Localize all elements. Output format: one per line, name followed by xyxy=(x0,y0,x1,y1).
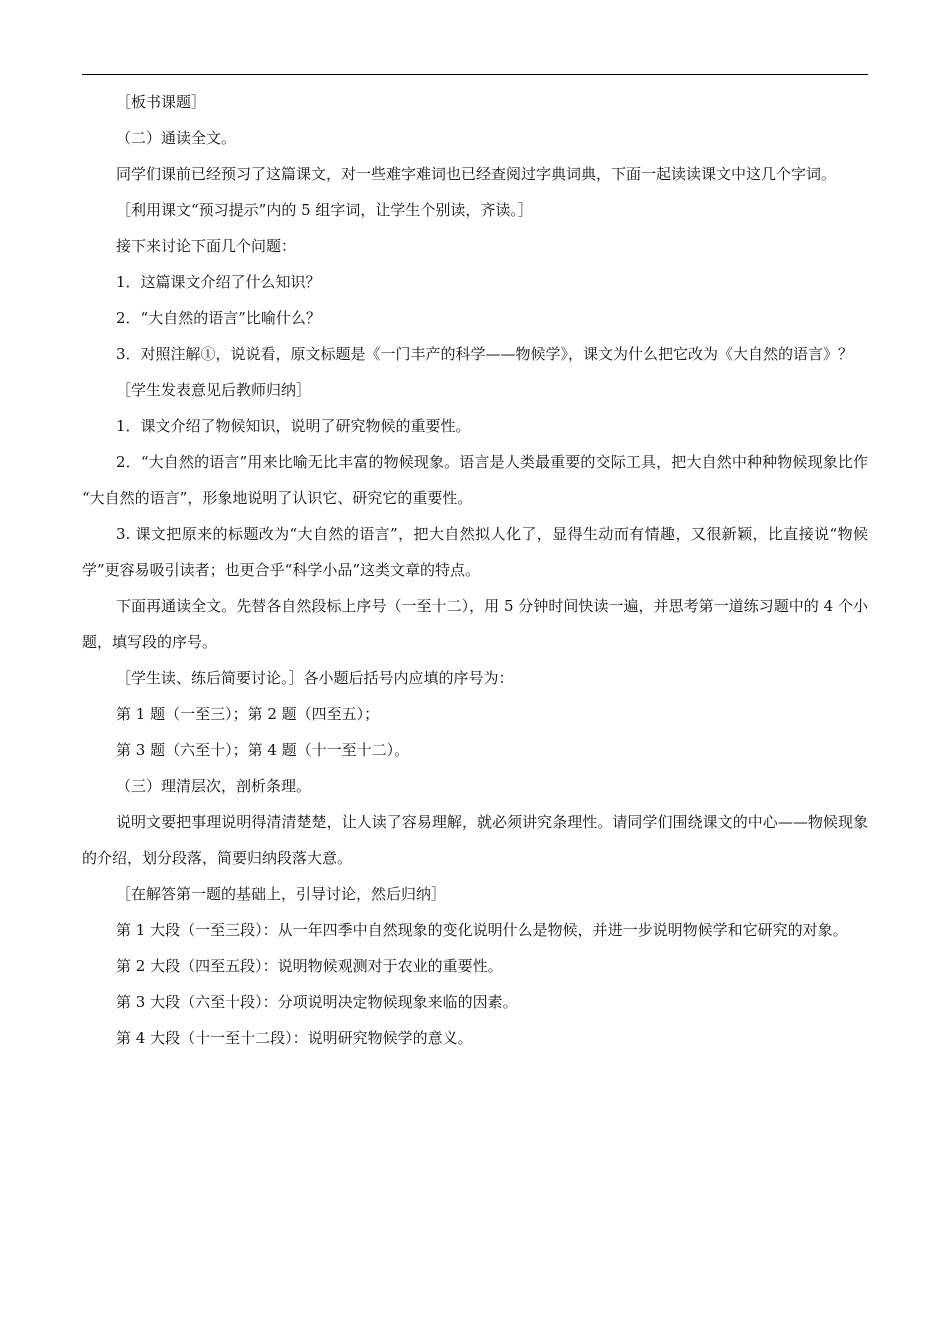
header-rule xyxy=(82,74,868,75)
paragraph: 2．“大自然的语言”用来比喻无比丰富的物候现象。语言是人类最重要的交际工具，把大自然中种种物候现象比作 “大自然的语言”，形象地说明了认识它、研究它的重要性。 xyxy=(82,453,868,507)
paragraph: ［利用课文“预习提示”内的 5 组字词，让学生个别读，齐读。］ xyxy=(116,201,533,219)
paragraph: 下面再通读全文。先替各自然段标上序号（一至十二），用 5 分钟时间快读一遍，并思考第一道练习题中的 4 个小题，填写段的序号。 xyxy=(82,597,868,651)
paragraph: ［在解答第一题的基础上，引导讨论，然后归纳］ xyxy=(116,885,447,903)
paragraph: ［学生发表意见后教师归纳］ xyxy=(116,381,312,399)
paragraph: 2．“大自然的语言”比喻什么？ xyxy=(116,309,321,327)
paragraph: 3．对照注解①，说说看，原文标题是《一门丰产的科学——物候学》，课文为什么把它改为《大自然的语言》？ xyxy=(116,345,854,363)
paragraph: （三）理清层次，剖析条理。 xyxy=(116,777,312,795)
paragraph: 1．课文介绍了物候知识，说明了研究物候的重要性。 xyxy=(116,417,471,435)
paragraph: （二）通读全文。 xyxy=(116,129,237,147)
paragraph: ［板书课题］ xyxy=(116,93,207,111)
paragraph: 第 1 题（一至三）；第 2 题（四至五）； xyxy=(116,705,380,723)
paragraph: ［学生读、练后简要讨论。］各小题后括号内应填的序号为： xyxy=(116,669,514,687)
paragraph: 第 3 大段（六至十段）：分项说明决定物候现象来临的因素。 xyxy=(116,993,518,1011)
paragraph: 第 3 题（六至十）；第 4 题（十一至十二）。 xyxy=(116,741,410,759)
paragraph: 说明文要把事理说明得清清楚楚，让人读了容易理解，就必须讲究条理性。请同学们围绕课文的中心——物候现象的介绍，划分段落，简要归纳段落大意。 xyxy=(82,813,868,867)
document-body xyxy=(82,84,868,1056)
paragraph: 第 2 大段（四至五段）：说明物候观测对于农业的重要性。 xyxy=(116,957,503,975)
paragraph: 第 4 大段（十一至十二段）：说明研究物候学的意义。 xyxy=(116,1029,473,1047)
paragraph: 第 1 大段（一至三段）：从一年四季中自然现象的变化说明什么是物候，并进一步说明物候学和它研究的对象。 xyxy=(116,921,848,939)
paragraph: 接下来讨论下面几个问题： xyxy=(116,237,297,255)
paragraph: 1．这篇课文介绍了什么知识？ xyxy=(116,273,321,291)
paragraph: 3. 课文把原来的标题改为“大自然的语言”，把大自然拟人化了，显得生动而有情趣，又很新颖，比直接说“物候学”更容易吸引读者；也更合乎“科学小品”这类文章的特点。 xyxy=(82,525,868,579)
paragraph: 同学们课前已经预习了这篇课文，对一些难字难词也已经查阅过字典词典，下面一起读读课文中这几个字词。 xyxy=(116,165,837,183)
